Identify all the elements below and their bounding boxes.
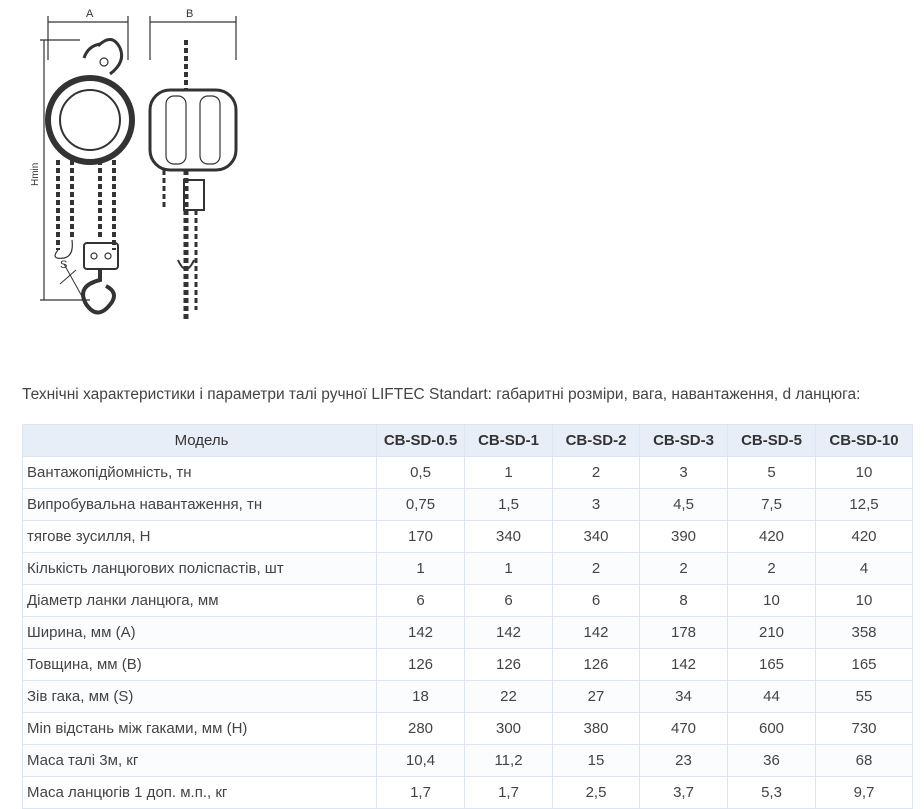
row-label: Товщина, мм (B)	[23, 649, 377, 681]
chain-hoist-drawing	[0, 0, 260, 330]
row-value: 340	[465, 521, 553, 553]
row-value: 3	[640, 457, 728, 489]
table-row	[23, 553, 913, 585]
row-value: 126	[553, 649, 640, 681]
row-value: 600	[728, 713, 816, 745]
row-value: 420	[728, 521, 816, 553]
table-row	[23, 681, 913, 713]
dim-hmin-label: Hmin	[30, 162, 41, 186]
header-model-label: Модель	[23, 425, 377, 457]
row-value: 165	[816, 649, 913, 681]
row-value: 170	[377, 521, 465, 553]
row-value: 3	[553, 489, 640, 521]
row-value: 0,75	[377, 489, 465, 521]
row-value: 0,5	[377, 457, 465, 489]
table-row	[23, 617, 913, 649]
row-value: 165	[728, 649, 816, 681]
row-value: 22	[465, 681, 553, 713]
row-label: Min відстань між гаками, мм (H)	[23, 713, 377, 745]
row-value: 1,7	[465, 777, 553, 809]
table-header-row	[23, 425, 913, 457]
header-model: CB-SD-5	[728, 425, 816, 457]
row-value: 2	[728, 553, 816, 585]
table-row	[23, 713, 913, 745]
row-value: 10	[816, 585, 913, 617]
row-value: 11,2	[465, 745, 553, 777]
row-value: 2	[553, 457, 640, 489]
row-value: 15	[553, 745, 640, 777]
row-value: 36	[728, 745, 816, 777]
header-model: CB-SD-10	[816, 425, 913, 457]
dim-b-label: B	[186, 8, 194, 20]
row-value: 126	[377, 649, 465, 681]
row-value: 142	[553, 617, 640, 649]
row-value: 5	[728, 457, 816, 489]
table-row	[23, 585, 913, 617]
row-value: 10	[728, 585, 816, 617]
row-value: 4,5	[640, 489, 728, 521]
row-value: 390	[640, 521, 728, 553]
row-label: Маса ланцюгів 1 доп. м.п., кг	[23, 777, 377, 809]
row-label: Випробувальна навантаження, тн	[23, 489, 377, 521]
table-row	[23, 521, 913, 553]
row-value: 380	[553, 713, 640, 745]
row-label: Ширина, мм (A)	[23, 617, 377, 649]
row-value: 2	[640, 553, 728, 585]
header-model: CB-SD-1	[465, 425, 553, 457]
dim-s-label: S	[60, 259, 68, 271]
row-label: тягове зусилля, Н	[23, 521, 377, 553]
row-value: 23	[640, 745, 728, 777]
row-value: 6	[553, 585, 640, 617]
row-value: 142	[640, 649, 728, 681]
row-label: Кількість ланцюгових поліспастів, шт	[23, 553, 377, 585]
header-model: CB-SD-3	[640, 425, 728, 457]
table-row	[23, 777, 913, 809]
row-value: 10,4	[377, 745, 465, 777]
row-value: 68	[816, 745, 913, 777]
row-label: Діаметр ланки ланцюга, мм	[23, 585, 377, 617]
row-value: 142	[377, 617, 465, 649]
row-value: 3,7	[640, 777, 728, 809]
row-value: 470	[640, 713, 728, 745]
header-model: CB-SD-2	[553, 425, 640, 457]
table-caption: Технічні характеристики і параметри талі ручної LIFTEC Standart: габаритні розміри, вага, навантаження, d ланцюга:	[22, 386, 861, 403]
row-value: 1,5	[465, 489, 553, 521]
row-value: 9,7	[816, 777, 913, 809]
row-value: 8	[640, 585, 728, 617]
row-value: 730	[816, 713, 913, 745]
row-value: 126	[465, 649, 553, 681]
table-row	[23, 457, 913, 489]
table-row	[23, 489, 913, 521]
row-value: 55	[816, 681, 913, 713]
dim-a-label: A	[86, 8, 94, 20]
row-value: 6	[377, 585, 465, 617]
table-row	[23, 745, 913, 777]
row-value: 2	[553, 553, 640, 585]
row-value: 12,5	[816, 489, 913, 521]
row-value: 300	[465, 713, 553, 745]
row-value: 1	[465, 457, 553, 489]
row-value: 18	[377, 681, 465, 713]
table-row	[23, 649, 913, 681]
row-value: 210	[728, 617, 816, 649]
row-value: 34	[640, 681, 728, 713]
row-value: 10	[816, 457, 913, 489]
row-label: Маса талі 3м, кг	[23, 745, 377, 777]
row-value: 420	[816, 521, 913, 553]
row-value: 5,3	[728, 777, 816, 809]
row-value: 6	[465, 585, 553, 617]
row-value: 142	[465, 617, 553, 649]
specs-table	[22, 424, 913, 809]
header-model: CB-SD-0.5	[377, 425, 465, 457]
row-value: 358	[816, 617, 913, 649]
row-value: 1	[377, 553, 465, 585]
row-value: 2,5	[553, 777, 640, 809]
row-value: 7,5	[728, 489, 816, 521]
row-value: 4	[816, 553, 913, 585]
row-value: 178	[640, 617, 728, 649]
row-label: Зів гака, мм (S)	[23, 681, 377, 713]
row-label: Вантажопідйомність, тн	[23, 457, 377, 489]
row-value: 1,7	[377, 777, 465, 809]
row-value: 340	[553, 521, 640, 553]
row-value: 1	[465, 553, 553, 585]
row-value: 280	[377, 713, 465, 745]
row-value: 44	[728, 681, 816, 713]
row-value: 27	[553, 681, 640, 713]
